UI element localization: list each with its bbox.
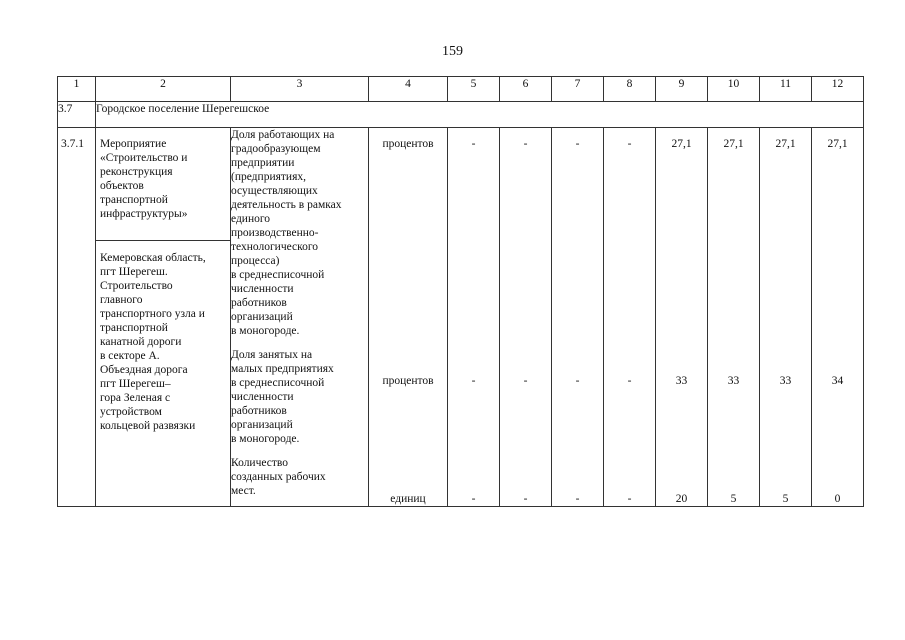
column-number: 12 (812, 77, 864, 102)
indicator-value: - (471, 138, 476, 150)
column-number: 3 (231, 77, 369, 102)
indicator-value: - (471, 375, 476, 387)
section-row (58, 102, 864, 128)
indicator-value: - (575, 375, 580, 387)
indicator-value: 5 (782, 493, 789, 505)
indicator-unit: процентов (382, 138, 434, 150)
indicator-value: - (523, 138, 528, 150)
indicator-value: 33 (727, 375, 740, 387)
indicator-value: 5 (730, 493, 737, 505)
column-number: 6 (500, 77, 552, 102)
indicator-value: 20 (675, 493, 688, 505)
indicator-unit: процентов (382, 375, 434, 387)
value-cell (500, 128, 552, 507)
indicator-names-cell (231, 128, 369, 507)
column-number: 9 (656, 77, 708, 102)
indicator-value: - (523, 493, 528, 505)
value-cell (708, 128, 760, 507)
value-cell (604, 128, 656, 507)
column-number: 10 (708, 77, 760, 102)
column-number: 8 (604, 77, 656, 102)
indicator-value: - (471, 493, 476, 505)
column-number: 4 (369, 77, 448, 102)
indicator-value: 34 (831, 375, 844, 387)
indicator-value: 27,1 (827, 138, 848, 150)
column-number: 1 (58, 77, 96, 102)
section-code: 3.7 (58, 102, 96, 128)
measure-detail: Кемеровская область, пгт Шерегеш. Строительство главного транспортного узла и транспортной канатной дороги в секторе А. Объездная дорога пгт Шерегеш– гора Зеленая с устройством кольцевой развязки (100, 252, 206, 432)
value-cell (552, 128, 604, 507)
indicator-name: Доля занятых на малых предприятиях в среднесписочной численности работников организаций в моногороде. (231, 349, 334, 445)
indicator-value: 27,1 (723, 138, 744, 150)
indicator-value: - (575, 493, 580, 505)
indicators-table (57, 76, 864, 507)
column-number: 2 (96, 77, 231, 102)
indicator-value: - (523, 375, 528, 387)
unit-cell (369, 128, 448, 507)
column-number: 11 (760, 77, 812, 102)
value-cell (760, 128, 812, 507)
section-title: Городское поселение Шерегешское (96, 102, 864, 128)
indicator-value: - (627, 493, 632, 505)
value-cell (448, 128, 500, 507)
indicator-value: 27,1 (671, 138, 692, 150)
indicator-unit: единиц (390, 493, 426, 505)
indicator-name: Доля работающих на градообразующем предприятии (предприятиях, осуществляющих деятельность в рамках единого производственно- технологического процесса) в среднесписочной численности работников организаций в моногороде. (231, 129, 342, 337)
indicator-value: - (627, 138, 632, 150)
column-number: 5 (448, 77, 500, 102)
column-number: 7 (552, 77, 604, 102)
indicator-value: 33 (779, 375, 792, 387)
page-number: 159 (442, 44, 463, 59)
indicator-value: - (627, 375, 632, 387)
indicator-value: - (575, 138, 580, 150)
measure-title: Мероприятие «Строительство и реконструкция объектов транспортной инфраструктуры» (96, 128, 230, 241)
indicator-name: Количество созданных рабочих мест. (231, 457, 326, 497)
measure-cell (96, 128, 231, 507)
value-cell (656, 128, 708, 507)
column-number-row (58, 77, 864, 102)
indicator-value: 0 (834, 493, 841, 505)
item-code: 3.7.1 (58, 128, 96, 507)
indicator-value: 33 (675, 375, 688, 387)
item-row (58, 128, 864, 507)
value-cell (812, 128, 864, 507)
indicator-value: 27,1 (775, 138, 796, 150)
